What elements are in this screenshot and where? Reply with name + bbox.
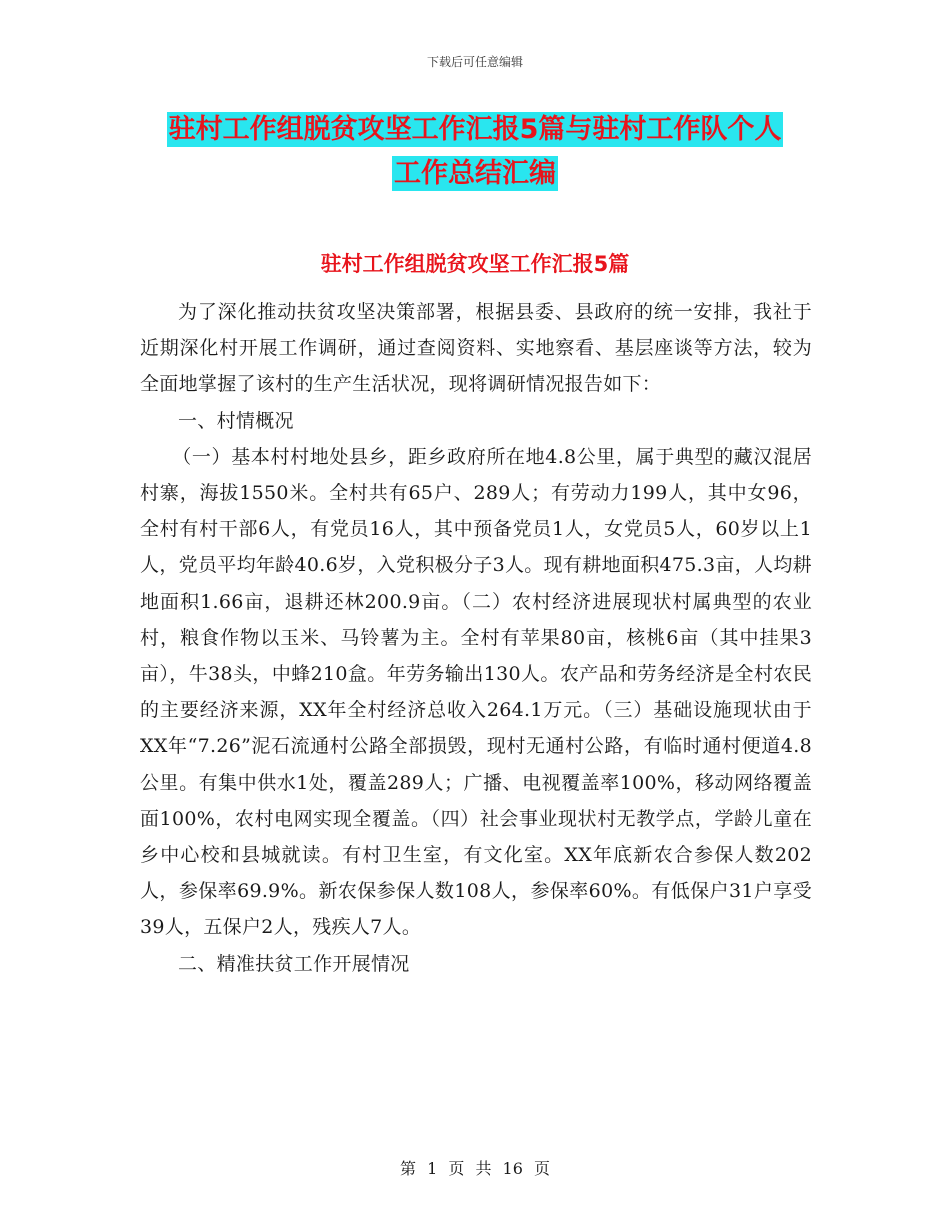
paragraph-village-details: （一）基本村村地处县乡，距乡政府所在地4.8公里，属于典型的藏汉混居村寨，海拔1550米。全村共有65户、289人；有劳动力199人，其中女96，全村有村干部6人，有党员16人，其中预备党员1人，女党员5人，60岁以上1人，党员平均年龄40.6岁，入党积极分子3人。现有耕地面积475.3亩，人均耕地面积1.66亩，退耕还林200.9亩。（二）农村经济进展现状村属典型的农业村，粮食作物以玉米、马铃薯为主。全村有苹果80亩，核桃6亩（其中挂果3亩），牛38头，中蜂210盒。年劳务输出130人。农产品和劳务经济是全村农民的主要经济来源，XX年全村经济总收入264.1万元。（三）基础设施现状由于XX年“7.26”泥石流通村公路全部损毁，现村无通村公路，有临时通村便道4.8公里。有集中供水1处，覆盖289人；广播、电视覆盖率100%，移动网络覆盖面100%，农村电网实现全覆盖。（四）社会事业现状村无教学点，学龄儿童在乡中心校和县城就读。有村卫生室，有文化室。XX年底新农合参保人数202人，参保率69.9%。新农保参保人数108人，参保率60%。有低保户31户享受39人，五保户2人，残疾人7人。: [140, 445, 812, 939]
document-title: [120, 108, 830, 196]
body-text: [140, 294, 812, 982]
page-footer: 第 1 页 共 16 页: [400, 1159, 550, 1178]
header-note: 下载后可任意编辑: [426, 55, 523, 69]
section-subtitle: 驻村工作组脱贫攻坚工作汇报5篇: [320, 252, 630, 276]
title-line-1: 驻村工作组脱贫攻坚工作汇报5篇与驻村工作队个人: [168, 114, 782, 145]
title-line-2: 工作总结汇编: [394, 158, 556, 189]
heading-poverty-alleviation: 二、精准扶贫工作开展情况: [178, 952, 410, 975]
heading-village-overview: 一、村情概况: [178, 409, 294, 432]
paragraph-intro: 为了深化推动扶贫攻坚决策部署，根据县委、县政府的统一安排，我社于近期深化村开展工作调研，通过查阅资料、实地察看、基层座谈等方法，较为全面地掌握了该村的生产生活状况，现将调研情况报告如下：: [140, 301, 812, 396]
